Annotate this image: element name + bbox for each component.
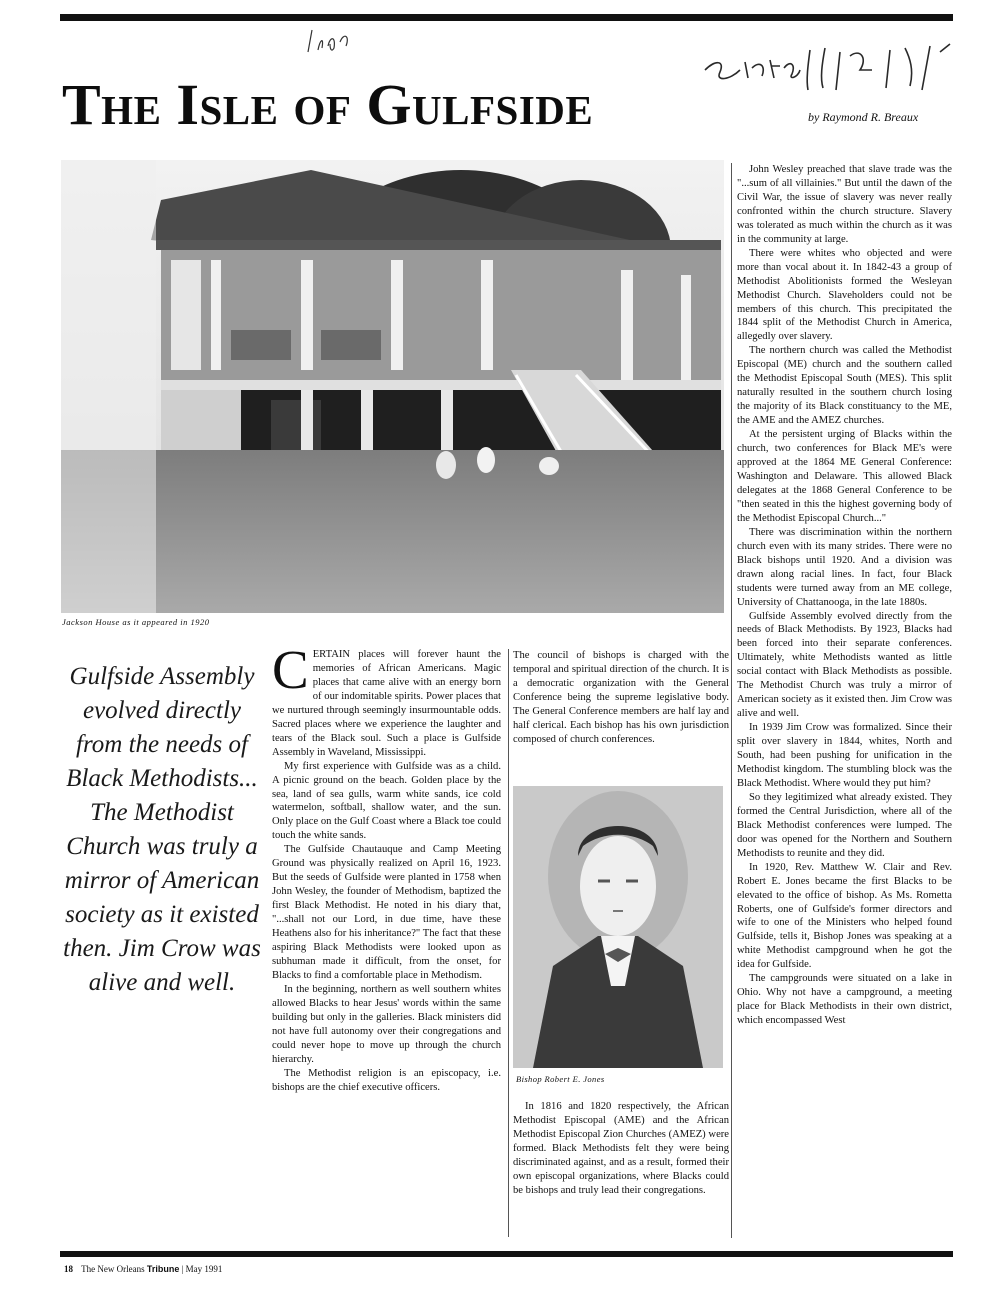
- article-paragraph: In 1920, Rev. Matthew W. Clair and Rev. Robert E. Jones became the first Blacks to be elevated to the office of bishop. As Ms. Rometta Roberts, one of Gulfside's former directors and wife to one of the Ministers who helped found Gulfside, tells it, Bishop Jones was speaking at a white Methodist campground when he got the idea for Gulfside.: [737, 861, 952, 971]
- article-paragraph: The Gulfside Chautauque and Camp Meeting Ground was physically realized on April 16, 1923. But the seeds of Gulfside were planted in 1758 when John Wesley, the founder of Methodism, baptized the first Black Methodist. He noted in his diary that, "...shall not our Lord, in due time, have these Heathens also for his inheritance?" The fact that these aspiring Black Methodists were looked upon as subhuman made it difficult, from the onset, for Blacks to find a comfortable place in Methodism.: [272, 844, 501, 981]
- byline: by Raymond R. Breaux: [808, 110, 919, 124]
- publication-name: Tribune: [146, 1264, 180, 1274]
- issue-date: | May 1991: [181, 1264, 223, 1274]
- article-paragraph: My first experience with Gulfside was as a child. A picnic ground on the beach. Golden place by the sea, land of sea gulls, warm white sands, ice cold watermelon, softball, shallow water, and the sun. Only place on the Gulf Coast where a Black toe could touch the white sands.: [272, 760, 501, 842]
- page-number: 18: [64, 1264, 73, 1274]
- article-paragraph: The northern church was called the Methodist Episcopal (ME) church and the southern called the Methodist Episcopal South (MES). This split naturally resulted in the southern church losing the majority of its Black constituancy to the ME, the AME and the AMEZ churches.: [737, 345, 952, 427]
- article-paragraph: In the beginning, northern as well southern whites allowed Blacks to hear Jesus' words within the same building but only in the galleries. Black ministers did not have full autonomy over their congregations and could never hope to move up through the church hierarchy.: [272, 983, 501, 1065]
- column-divider: [508, 649, 509, 1237]
- jackson-house-photo: [61, 160, 724, 613]
- column-divider: [731, 163, 732, 1238]
- publication-prefix: The New Orleans: [81, 1264, 145, 1274]
- article-paragraph: In 1939 Jim Crow was formalized. Since their split over slavery in 1844, whites, North and South, had been pushing for unification in the Methodist kingdom. The stumbling block was the Black Methodist. Where would they put him?: [737, 722, 952, 789]
- article-paragraph: The Methodist religion is an episcopacy, i.e. bishops are the chief executive officers.: [272, 1067, 501, 1093]
- handwritten-mark: [300, 22, 360, 62]
- article-paragraph: Gulfside Assembly evolved directly from the needs of Black Methodists. By 1923, Blacks had been forced into their separate conferences. Ultimately, white Methodists wanted as little social contact with Black Methodists as possible. The Methodist Church was truly a mirror of American society as it existed then. Jim Crow was alive and well.: [737, 610, 952, 720]
- page-footer: [64, 1264, 222, 1274]
- top-rule: [60, 14, 953, 21]
- article-paragraph: There were whites who objected and were more than vocal about it. In 1842-43 a group of Methodist Abolitionists formed the Wesleyan Methodist Church. Slaveholders could not be members of this church. This precipitated the 1844 split of the Methodist Church in America, allegedly over slavery.: [737, 247, 952, 343]
- pull-quote: Gulfside Assembly evolved directly from the needs of Black Methodists... The Methodist Church was truly a mirror of American society as it existed then. Jim Crow was alive and well.: [63, 663, 261, 996]
- handwritten-note: [700, 30, 960, 100]
- article-column-3: [513, 649, 729, 747]
- article-title: The Isle of Gulfside: [62, 72, 594, 137]
- drop-cap: C: [272, 639, 309, 700]
- article-paragraph: The campgrounds were situated on a lake in Ohio. Why not have a campground, a meeting place for Black Methodists in their own district, which encompassed West: [737, 973, 952, 1027]
- article-paragraph: At the persistent urging of Blacks within the church, two conferences for Black ME's were approved at the 1864 ME General Conference: Washington and Delaware. This allowed Black delegates at the 1868 General Conference to be "then seated in this the highest governing body of the Methodist Episcopal Church...": [737, 429, 952, 524]
- bottom-rule: [60, 1251, 953, 1257]
- article-paragraph: In 1816 and 1820 respectively, the African Methodist Episcopal (AME) and the African Methodist Episcopal Zion Churches (AMEZ) were formed. Black Methodists felt they were being discriminated against, and as a result, formed their own episcopal organizations, where Blacks could be bishops and truly lead their congregations.: [513, 1101, 729, 1196]
- paragraph-text: ERTAIN places will forever haunt the memories of African Americans. Magic places that came alive with an energy born of our indomitable spirits. Power places that we nurtured through seemingly insurmountable odds. Sacred places where we experience the laughter and tears of the Black soul. Such a place is Gulfside Assembly in Waveland, Mississippi.: [272, 649, 501, 758]
- bishop-portrait: [513, 786, 723, 1068]
- portrait-caption: Bishop Robert E. Jones: [516, 1074, 605, 1084]
- article-column-2: [272, 639, 501, 1095]
- article-paragraph: [272, 639, 501, 760]
- article-paragraph: The council of bishops is charged with the temporal and spiritual direction of the church. It is a democratic organization with the General Conference being the supreme legislative body. The General Conference members are half lay and half clerical. Each bishop has his own jurisdiction composed of church conferences.: [513, 650, 729, 745]
- article-column-4: [737, 163, 952, 1028]
- article-paragraph: So they legitimized what already existed. They formed the Central Jurisdiction, where all of the Black Methodist conferences were lumped. The door was opened for the Northern and Southern Methodists to reunite and they did.: [737, 791, 952, 859]
- article-paragraph: There was discrimination within the northern church even with its many strides. There were no Black bishops until 1920. And a division was drawn along racial lines. In fact, four Black students were turned away from an ME college, University of Chattanooga, in the late 1880s.: [737, 526, 952, 608]
- photo-caption: Jackson House as it appeared in 1920: [62, 617, 210, 627]
- article-column-3-continued: [513, 1100, 729, 1198]
- article-paragraph: John Wesley preached that slave trade was the "...sum of all villainies." But until the dawn of the Civil War, the issue of slavery was never really confronted within the church structure. Slavery was tolerated as much within the church as it was in the community at large.: [737, 164, 952, 245]
